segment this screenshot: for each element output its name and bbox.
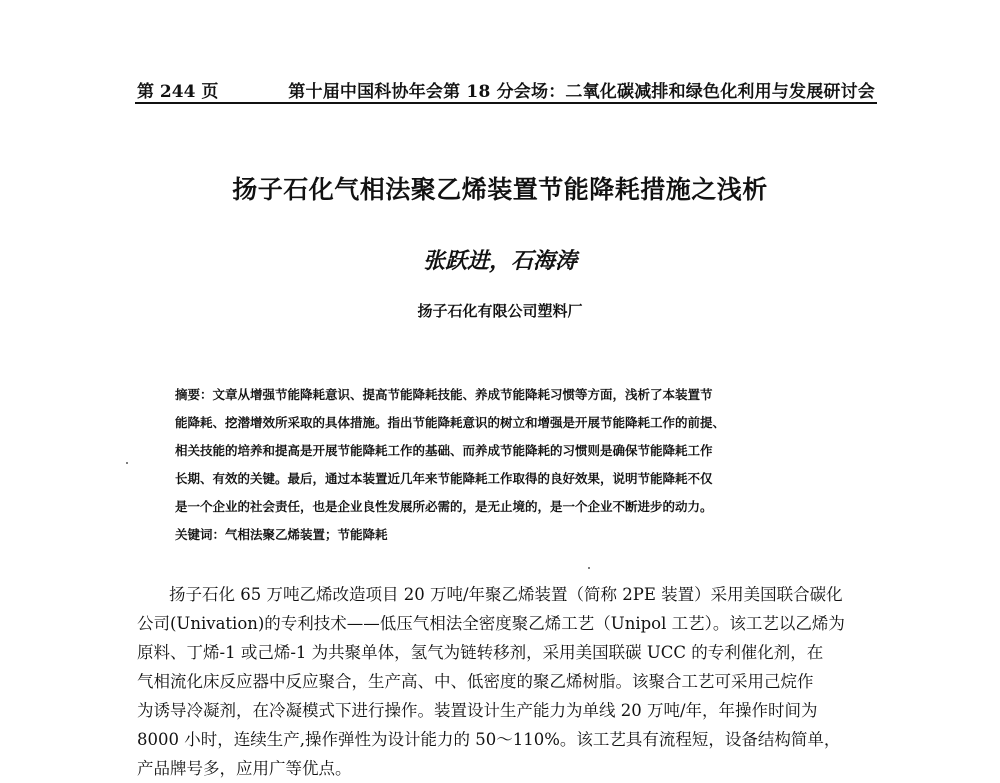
keywords-line <box>175 521 855 549</box>
body-line: 气相流化床反应器中反应聚合，生产高、中、低密度的聚乙烯树脂。该聚合工艺可采用己烷作 <box>137 672 814 691</box>
paper-affiliation: 扬子石化有限公司塑料厂 <box>417 302 583 320</box>
body-line: 原料、丁烯-1 或己烯-1 为共聚单体，氢气为链转移剂，采用美国联碳 UCC 的专利催化剂，在 <box>137 643 824 662</box>
abstract-line: 是一个企业的社会责任，也是企业良性发展所必需的，是无止境的，是一个企业不断进步的动力。 <box>175 499 713 514</box>
keywords-label: 关键词： <box>175 527 226 542</box>
body-line: 扬子石化 65 万吨乙烯改造项目 20 万吨/年聚乙烯装置（简称 2PE 装置）采用美国联合碳化 <box>169 585 843 604</box>
abstract-label: 摘要： <box>175 387 213 402</box>
scan-speck <box>126 462 128 464</box>
body-line: 为诱导冷凝剂，在冷凝模式下进行操作。装置设计生产能力为单线 20 万吨/年，年操作时间为 <box>137 701 818 720</box>
abstract-line: 长期、有效的关键。最后，通过本装置近几年来节能降耗工作取得的良好效果，说明节能降耗不仅 <box>175 471 713 486</box>
body-line: 公司(Univation)的专利技术——低压气相法全密度聚乙烯工艺（Unipol 工艺）。该工艺以乙烯为 <box>137 614 845 633</box>
body-paragraph <box>137 580 877 783</box>
abstract-block <box>175 381 855 549</box>
abstract-line: 能降耗、挖潜增效所采取的具体措施。指出节能降耗意识的树立和增强是开展节能降耗工作的前提、 <box>175 415 726 430</box>
abstract-line: 相关技能的培养和提高是开展节能降耗工作的基础、而养成节能降耗的习惯则是确保节能降耗工作 <box>175 443 713 458</box>
scan-speck <box>588 567 590 569</box>
body-line: 8000 小时，连续生产,操作弹性为设计能力的 50～110%。该工艺具有流程短，设备结构简单， <box>137 730 841 749</box>
body-line: 产品牌号多，应用广等优点。 <box>137 759 352 778</box>
header-conference-name: 第十届中国科协年会第 18 分会场：二氧化碳减排和绿色化利用与发展研讨会 <box>288 82 875 102</box>
running-header <box>135 74 877 104</box>
paper-authors: 张跃进，石海涛 <box>422 248 577 274</box>
abstract-text: 文章从增强节能降耗意识、提高节能降耗技能、养成节能降耗习惯等方面，浅析了本装置节 <box>212 387 713 402</box>
abstract-line <box>175 381 855 409</box>
keywords-text: 气相法聚乙烯装置；节能降耗 <box>225 527 388 542</box>
paper-title: 扬子石化气相法聚乙烯装置节能降耗措施之浅析 <box>232 175 768 204</box>
header-page-number: 第 244 页 <box>137 82 219 102</box>
